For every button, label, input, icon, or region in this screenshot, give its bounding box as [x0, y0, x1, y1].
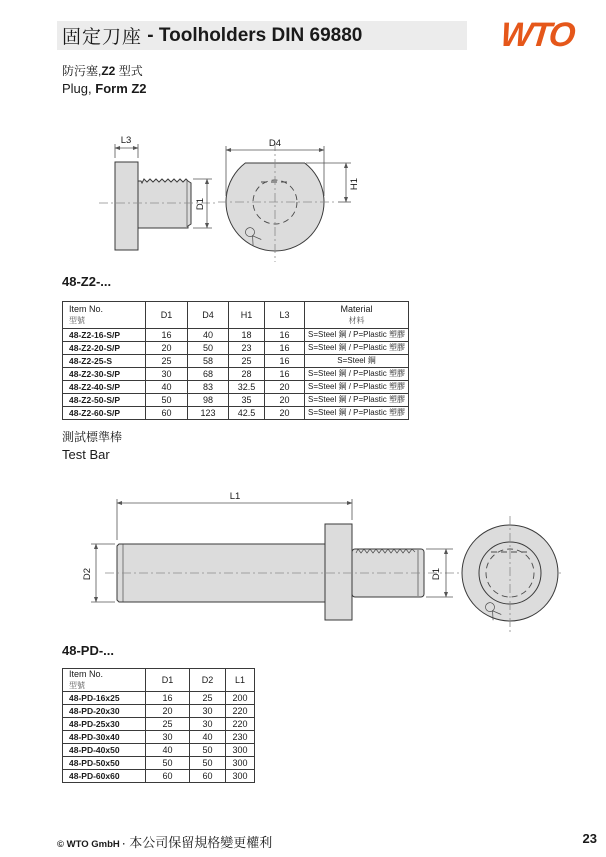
- col-header-d4: D4: [188, 302, 229, 329]
- col-header-material: Material 材料: [305, 302, 409, 329]
- col-header-h1: H1: [229, 302, 265, 329]
- plug-side-view: [99, 135, 217, 250]
- table-cell: 25: [146, 718, 190, 731]
- table-cell: 30: [146, 731, 190, 744]
- table-cell: 48-Z2-25-S: [63, 355, 146, 368]
- table-cell: 16: [265, 329, 305, 342]
- table-cell: 42.5: [229, 407, 265, 420]
- table-cell: 60: [146, 407, 188, 420]
- subtitle-testbar: [62, 428, 122, 462]
- table-cell: 220: [226, 718, 255, 731]
- table-row: [63, 731, 255, 744]
- table-row: [63, 394, 409, 407]
- table-cell: 48-PD-30x40: [63, 731, 146, 744]
- subtitle-plug-cjk: 防污塞,Z2 型式: [62, 64, 143, 78]
- table-cell: 25: [190, 692, 226, 705]
- section-heading-pd: 48-PD-...: [62, 643, 115, 658]
- testbar-front-view: [462, 516, 558, 633]
- table-row: [63, 705, 255, 718]
- table-cell: 48-Z2-40-S/P: [63, 381, 146, 394]
- table-cell: 50: [146, 394, 188, 407]
- table-row: [63, 718, 255, 731]
- table-cell: S=Steel 鋼 / P=Plastic 塑膠: [305, 329, 409, 342]
- table-cell: 83: [188, 381, 229, 394]
- plug-technical-drawing: [85, 118, 375, 268]
- testbar-technical-drawing: [65, 488, 565, 653]
- table-cell: 30: [190, 705, 226, 718]
- table-cell: 230: [226, 731, 255, 744]
- dim-label-d1: D1: [431, 567, 442, 581]
- table-row: [63, 757, 255, 770]
- table-row: [63, 744, 255, 757]
- table-cell: 16: [146, 692, 190, 705]
- table-cell: 32.5: [229, 381, 265, 394]
- table-cell: 48-PD-25x30: [63, 718, 146, 731]
- table-cell: 20: [265, 394, 305, 407]
- table-cell: 48-PD-40x50: [63, 744, 146, 757]
- subtitle-plug: [62, 62, 147, 96]
- table-cell: 18: [229, 329, 265, 342]
- wto-logo: WTO: [498, 16, 576, 54]
- section-heading-z2: 48-Z2-...: [62, 274, 112, 289]
- dim-label-l1: L1: [229, 491, 241, 502]
- table-cell: 50: [190, 744, 226, 757]
- table-row: [63, 355, 409, 368]
- subtitle-testbar-cjk: 測試標準棒: [62, 430, 123, 444]
- table-cell: 200: [226, 692, 255, 705]
- table-cell: 48-PD-60x60: [63, 770, 146, 783]
- table-cell: 16: [146, 329, 188, 342]
- table-cell: 300: [226, 744, 255, 757]
- dim-label-d2: D2: [82, 567, 93, 581]
- table-header-row: [63, 302, 409, 329]
- table-cell: 60: [146, 770, 190, 783]
- table-cell: 48-Z2-60-S/P: [63, 407, 146, 420]
- table-cell: 20: [265, 381, 305, 394]
- table-cell: 25: [146, 355, 188, 368]
- table-cell: 300: [226, 770, 255, 783]
- table-row: [63, 770, 255, 783]
- table-cell: 28: [229, 368, 265, 381]
- page-title-cjk: 固定刀座: [62, 27, 143, 48]
- col-header-item-no: Item No. 型號: [63, 669, 146, 692]
- table-cell: 16: [265, 355, 305, 368]
- table-cell: 25: [229, 355, 265, 368]
- table-cell: 48-Z2-50-S/P: [63, 394, 146, 407]
- table-cell: 50: [188, 342, 229, 355]
- plug-front-view: [218, 138, 360, 262]
- footer-copyright: © WTO GmbH · 本公司保留規格變更權利: [57, 835, 273, 850]
- table-row: [63, 407, 409, 420]
- table-cell: 48-PD-50x50: [63, 757, 146, 770]
- table-cell: 20: [265, 407, 305, 420]
- table-cell: 98: [188, 394, 229, 407]
- table-cell: 48-Z2-30-S/P: [63, 368, 146, 381]
- table-cell: S=Steel 鋼 / P=Plastic 塑膠: [305, 394, 409, 407]
- table-row: [63, 368, 409, 381]
- dim-label-d4: D4: [268, 138, 282, 149]
- dim-label-l3: L3: [120, 135, 132, 146]
- table-cell: 23: [229, 342, 265, 355]
- table-row: [63, 692, 255, 705]
- table-cell: 48-PD-16x25: [63, 692, 146, 705]
- page-title-bar: [57, 21, 467, 50]
- pd-spec-table: [62, 668, 255, 783]
- table-cell: 16: [265, 342, 305, 355]
- table-cell: 300: [226, 757, 255, 770]
- table-cell: S=Steel 鋼 / P=Plastic 塑膠: [305, 342, 409, 355]
- col-header-item-no: Item No. 型號: [63, 302, 146, 329]
- col-header-d1: D1: [146, 302, 188, 329]
- col-header-d2: D2: [190, 669, 226, 692]
- subtitle-testbar-en: Test Bar: [62, 447, 110, 462]
- table-cell: 220: [226, 705, 255, 718]
- table-row: [63, 342, 409, 355]
- table-row: [63, 381, 409, 394]
- table-cell: 20: [146, 342, 188, 355]
- table-cell: 123: [188, 407, 229, 420]
- col-header-d1: D1: [146, 669, 190, 692]
- table-cell: 40: [146, 381, 188, 394]
- table-cell: 40: [188, 329, 229, 342]
- table-cell: 58: [188, 355, 229, 368]
- table-cell: 60: [190, 770, 226, 783]
- table-cell: 30: [146, 368, 188, 381]
- table-cell: 16: [265, 368, 305, 381]
- col-header-l3: L3: [265, 302, 305, 329]
- footer-page-number: 23: [582, 831, 597, 846]
- page-title-en: Toolholders DIN 69880: [158, 24, 363, 46]
- z2-spec-table: [62, 301, 409, 420]
- table-cell: 40: [146, 744, 190, 757]
- dim-label-h1: H1: [349, 177, 360, 191]
- table-cell: S=Steel 鋼 / P=Plastic 塑膠: [305, 368, 409, 381]
- page-title-separator: -: [142, 24, 159, 46]
- table-cell: S=Steel 鋼 / P=Plastic 塑膠: [305, 381, 409, 394]
- table-cell: 30: [190, 718, 226, 731]
- table-cell: 68: [188, 368, 229, 381]
- subtitle-plug-en: Plug, Form Z2: [62, 81, 147, 96]
- table-cell: S=Steel 鋼 / P=Plastic 塑膠: [305, 407, 409, 420]
- table-cell: 48-Z2-20-S/P: [63, 342, 146, 355]
- col-header-l1: L1: [226, 669, 255, 692]
- table-cell: 48-PD-20x30: [63, 705, 146, 718]
- table-row: [63, 329, 409, 342]
- dim-label-d1: D1: [195, 197, 206, 211]
- table-cell: 35: [229, 394, 265, 407]
- table-cell: 50: [146, 757, 190, 770]
- table-cell: 20: [146, 705, 190, 718]
- table-cell: 50: [190, 757, 226, 770]
- table-cell: 40: [190, 731, 226, 744]
- table-header-row: [63, 669, 255, 692]
- table-cell: 48-Z2-16-S/P: [63, 329, 146, 342]
- table-cell: S=Steel 鋼: [305, 355, 409, 368]
